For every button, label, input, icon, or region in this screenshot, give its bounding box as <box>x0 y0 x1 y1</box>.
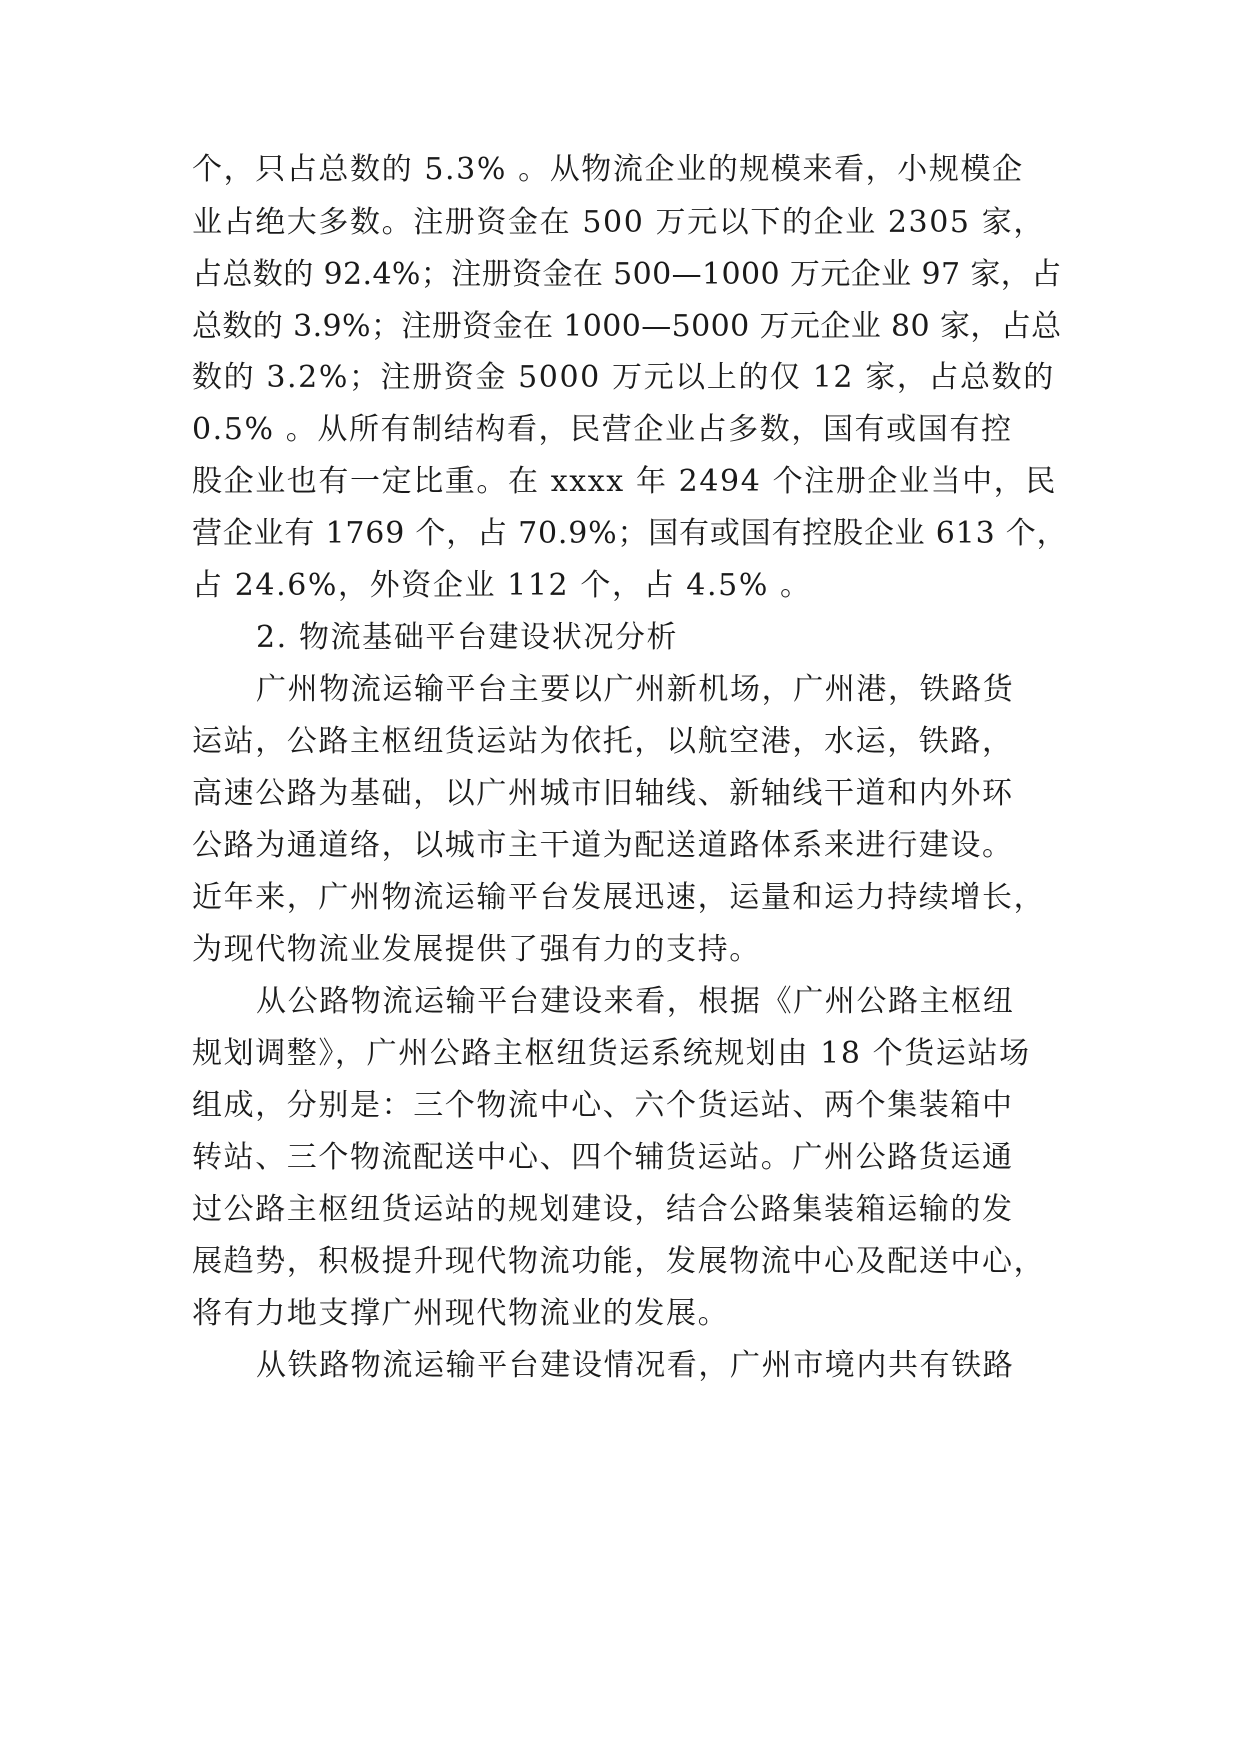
text-line: 近年来，广州物流运输平台发展迅速，运量和运力持续增长， <box>192 880 1046 915</box>
text-line: 规划调整》，广州公路主枢纽货运系统规划由 18 个货运站场 <box>192 1036 1031 1071</box>
text-line: 广州物流运输平台主要以广州新机场，广州港，铁路货 <box>256 672 1015 707</box>
section-heading: 2. 物流基础平台建设状况分析 <box>256 620 679 655</box>
text-line: 0.5% 。从所有制结构看，民营企业占多数，国有或国有控 <box>192 412 1013 447</box>
text-line: 过公路主枢纽货运站的规划建设，结合公路集装箱运输的发 <box>192 1192 1014 1227</box>
text-line: 运站，公路主枢纽货运站为依托，以航空港，水运，铁路， <box>192 724 1014 759</box>
text-line: 组成，分别是：三个物流中心、六个货运站、两个集装箱中 <box>192 1088 1014 1123</box>
text-line: 转站、三个物流配送中心、四个辅货运站。广州公路货运通 <box>192 1140 1014 1175</box>
text-line: 展趋势，积极提升现代物流功能，发展物流中心及配送中心， <box>192 1244 1046 1279</box>
text-line: 为现代物流业发展提供了强有力的支持。 <box>192 932 761 967</box>
text-line: 公路为通道络，以城市主干道为配送道路体系来进行建设。 <box>192 828 1014 863</box>
text-line: 从铁路物流运输平台建设情况看，广州市境内共有铁路 <box>256 1348 1015 1383</box>
text-line: 业占绝大多数。注册资金在 500 万元以下的企业 2305 家， <box>192 205 1045 240</box>
text-line: 占 24.6%，外资企业 112 个，占 4.5% 。 <box>192 568 812 603</box>
text-line: 从公路物流运输平台建设来看，根据《广州公路主枢纽 <box>256 984 1015 1019</box>
text-line: 总数的 3.9%；注册资金在 1000—5000 万元企业 80 家，占总 <box>192 309 1062 344</box>
text-line: 数的 3.2%；注册资金 5000 万元以上的仅 12 家，占总数的 <box>192 360 1055 395</box>
text-line: 股企业也有一定比重。在 xxxx 年 2494 个注册企业当中，民 <box>192 464 1057 499</box>
text-line: 高速公路为基础，以广州城市旧轴线、新轴线干道和内外环 <box>192 776 1014 811</box>
text-line: 个，只占总数的 5.3% 。从物流企业的规模来看，小规模企 <box>192 152 1024 187</box>
text-line: 将有力地支撑广州现代物流业的发展。 <box>192 1296 730 1331</box>
text-line: 占总数的 92.4%；注册资金在 500—1000 万元企业 97 家，占 <box>192 257 1062 292</box>
text-line: 营企业有 1769 个，占 70.9%；国有或国有控股企业 613 个， <box>192 516 1068 551</box>
